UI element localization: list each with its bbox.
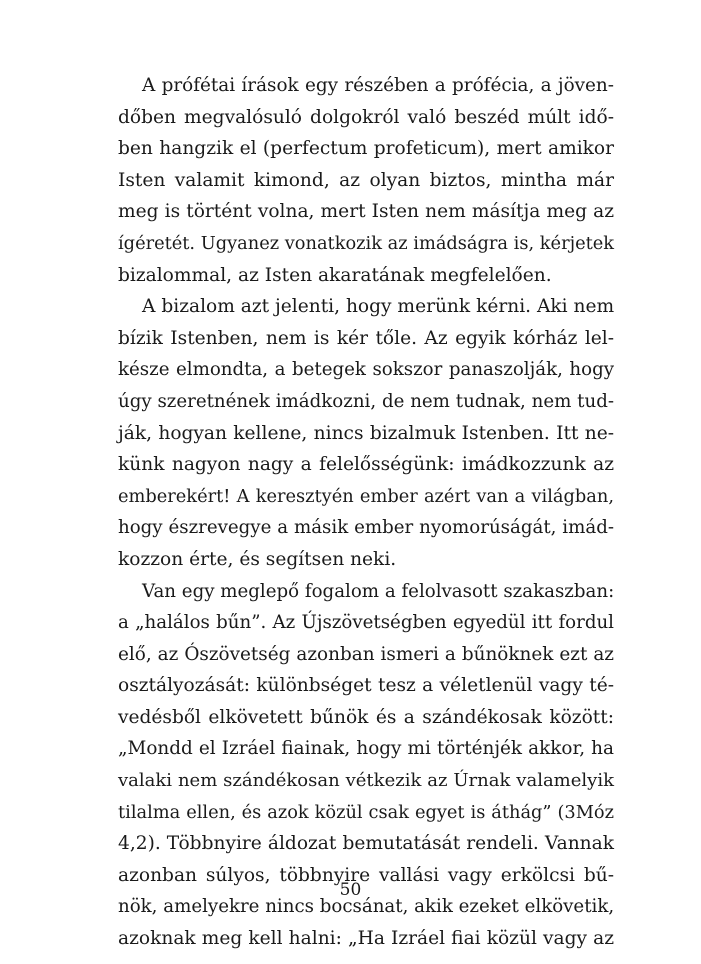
paragraph-3-line-12: azoknak meg kell halni: „Ha Izráel fiai közül vagy az [118,928,614,950]
paragraph-1-line-5: meg is történt volna, mert Isten nem másítja meg az [118,201,614,223]
paragraph-3-line-2: a „halálos bűn”. Az Újszövetségben egyedül itt fordul [118,612,614,634]
paragraph-2-line-6: künk nagyon nagy a felelősségünk: imádkozzunk az [118,454,614,476]
paragraph-2-line-1: A bizalom azt jelenti, hogy merünk kérni. Aki nem [142,296,615,318]
paragraph-2-line-7: emberekért! A keresztyén ember azért van a világban, [118,485,614,507]
paragraph-3-line-8: tilalma ellen, és azok közül csak egyet is áthág” (3Móz [118,801,614,823]
paragraph-2-line-8: hogy észrevegye a másik ember nyomorúságát, imád- [118,517,614,539]
paragraph-1-line-4: Isten valamit kimond, az olyan biztos, mintha már [118,169,614,191]
paragraph-3-line-4: osztályozását: különbséget tesz a véletlenül vagy té- [118,675,614,697]
paragraph-1-line-3: ben hangzik el (perfectum profeticum), mert amikor [118,138,614,160]
paragraph-2-line-9: kozzon érte, és segítsen neki. [118,548,397,570]
body-text [118,70,614,955]
paragraph-3-line-1: Van egy meglepő fogalom a felolvasott szakaszban: [142,580,615,602]
paragraph-2-line-4: úgy szeretnének imádkozni, de nem tudnak, nem tud- [118,390,614,412]
paragraph-3-line-5: vedésből elkövetett bűnök és a szándékosak között: [118,706,614,728]
paragraph-3-line-6: „Mondd el Izráel fiainak, hogy mi történjék akkor, ha [118,738,614,760]
paragraph-3-line-9: 4,2). Többnyire áldozat bemutatását rendeli. Vannak [118,833,614,855]
paragraph-3-line-3: elő, az Ószövetség azonban ismeri a bűnöknek ezt az [118,643,614,665]
page-number: 50 [339,880,362,900]
paragraph-1-line-6: ígéretét. Ugyanez vonatkozik az imádságra is, kérjetek [118,232,615,254]
paragraph-2-line-3: késze elmondta, a betegek sokszor panaszolják, hogy [118,359,614,381]
paragraph-3-line-11: nök, amelyekre nincs bocsánat, akik ezeket elkövetik, [118,896,615,918]
paragraph-2-line-2: bízik Istenben, nem is kér tőle. Az egyik kórház lel- [118,327,614,349]
paragraph-1-line-2: dőben megvalósuló dolgokról való beszéd múlt idő- [118,106,614,128]
paragraph-3-line-10: azonban súlyos, többnyire vallási vagy erkölcsi bű- [118,864,614,886]
paragraph-1-line-7: bizalommal, az Isten akaratának megfelelően. [118,264,552,286]
paragraph-1-line-1: A prófétai írások egy részében a prófécia, a jöven- [142,75,614,96]
paragraph-2-line-5: ják, hogyan kellene, nincs bizalmuk Istenben. Itt ne- [118,422,614,444]
paragraph-3-line-7: valaki nem szándékosan vétkezik az Úrnak valamelyik [118,770,614,792]
